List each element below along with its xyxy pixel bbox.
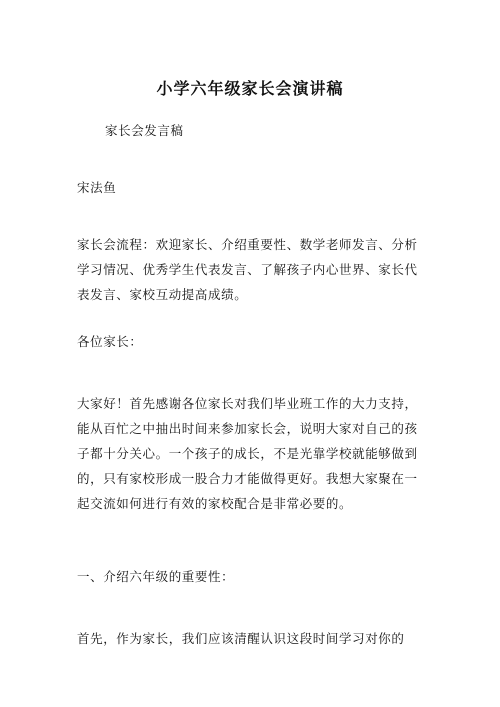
document-title: 小学六年级家长会演讲稿	[156, 79, 344, 98]
paragraph-meeting-flow: 家长会流程：欢迎家长、介绍重要性、数学老师发言、分析学习情况、优秀学生代表发言、了解孩子内心世界、家长代表发言、家校互动提高成绩。	[77, 237, 418, 302]
paragraph-introduction: 大家好！首先感谢各位家长对我们毕业班工作的大力支持，能从百忙之中抽出时间来参加家长会，说明大家对自己的孩子都十分关心。一个孩子的成长，不是光靠学校就能够做到的，只有家校形成一股合力才能做得更好。我想大家聚在一起交流如何进行有效的家校配合是非常必要的。	[77, 396, 418, 511]
document-subtitle: 家长会发言稿	[105, 123, 184, 138]
paragraph-first-point: 首先，作为家长，我们应该清醒认识这段时间学习对你的	[77, 631, 405, 646]
document-author: 宋法鱼	[77, 180, 117, 195]
section-heading-importance: 一、介绍六年级的重要性：	[77, 569, 235, 584]
paragraph-greeting: 各位家长：	[77, 334, 143, 349]
